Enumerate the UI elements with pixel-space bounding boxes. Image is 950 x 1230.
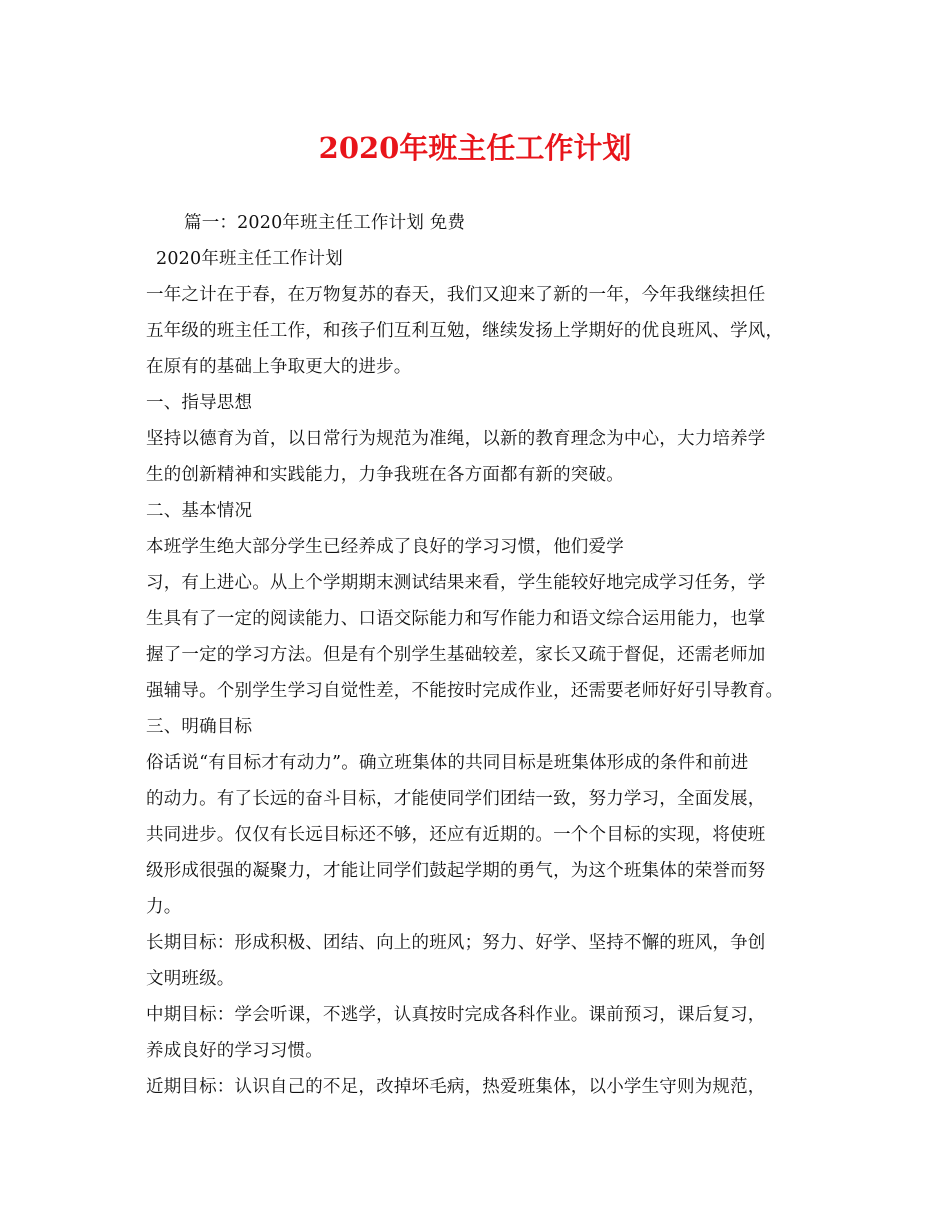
body-line: 习，有上进心。从上个学期期末测试结果来看，学生能较好地完成学习任务，学 xyxy=(146,573,766,593)
body-line: 近期目标：认识自己的不足，改掉坏毛病，热爱班集体，以小学生守则为规范， xyxy=(146,1077,766,1097)
body-line: 五年级的班主任工作，和孩子们互利互勉，继续发扬上学期好的优良班风、学风， xyxy=(146,321,784,341)
body-line: 文明班级。 xyxy=(146,969,235,989)
body-line: 强辅导。个别学生学习自觉性差，不能按时完成作业，还需要老师好好引导教育。 xyxy=(146,681,784,701)
document-title: 2020年班主任工作计划 xyxy=(318,131,632,165)
body-line: 的动力。有了长远的奋斗目标，才能使同学们团结一致，努力学习，全面发展， xyxy=(146,789,766,809)
body-line: 篇一：2020年班主任工作计划 免费 xyxy=(184,213,466,233)
body-line: 一年之计在于春，在万物复苏的春天，我们又迎来了新的一年，今年我继续担任 xyxy=(146,285,766,305)
body-line: 中期目标：学会听课，不逃学，认真按时完成各科作业。课前预习，课后复习， xyxy=(146,1005,766,1025)
body-line: 握了一定的学习方法。但是有个别学生基础较差，家长又疏于督促，还需老师加 xyxy=(146,645,766,665)
body-line: 在原有的基础上争取更大的进步。 xyxy=(146,357,412,377)
body-line: 级形成很强的凝聚力，才能让同学们鼓起学期的勇气，为这个班集体的荣誉而努 xyxy=(146,861,766,881)
body-line: 坚持以德育为首，以日常行为规范为准绳，以新的教育理念为中心，大力培养学 xyxy=(146,429,766,449)
body-line: 2020年班主任工作计划 xyxy=(156,249,343,269)
body-line: 养成良好的学习习惯。 xyxy=(146,1041,323,1061)
body-line: 共同进步。仅仅有长远目标还不够，还应有近期的。一个个目标的实现，将使班 xyxy=(146,825,766,845)
body-line: 生具有了一定的阅读能力、口语交际能力和写作能力和语文综合运用能力，也掌 xyxy=(146,609,766,629)
body-line: 本班学生绝大部分学生已经养成了良好的学习习惯，他们爱学 xyxy=(146,537,624,557)
body-line: 俗话说“有目标才有动力”。确立班集体的共同目标是班集体形成的条件和前进 xyxy=(146,753,749,773)
body-line: 二、基本情况 xyxy=(146,501,253,521)
document-body xyxy=(146,205,810,1105)
body-line: 一、指导思想 xyxy=(146,393,253,413)
body-line: 三、明确目标 xyxy=(146,717,253,737)
body-line: 力。 xyxy=(146,897,182,917)
body-line: 生的创新精神和实践能力，力争我班在各方面都有新的突破。 xyxy=(146,465,624,485)
body-line: 长期目标：形成积极、团结、向上的班风；努力、好学、坚持不懈的班风，争创 xyxy=(146,933,766,953)
